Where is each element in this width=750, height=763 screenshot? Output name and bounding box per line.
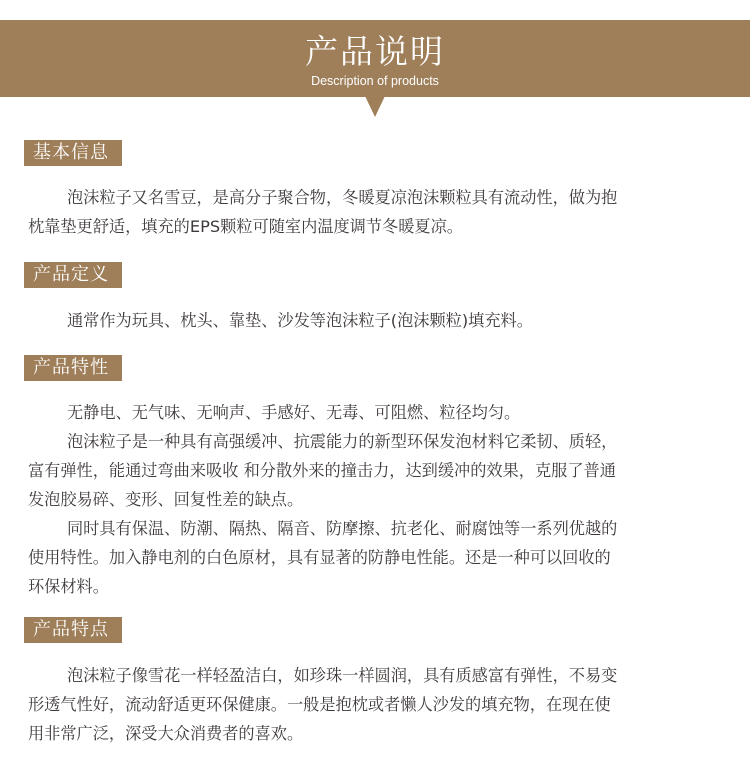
page-title: 产品说明 bbox=[305, 32, 445, 71]
section-body-properties bbox=[28, 398, 722, 601]
paragraph-line: 泡沫粒子又名雪豆，是高分子聚合物，冬暖夏凉泡沫颗粒具有流动性，做为抱 bbox=[67, 188, 618, 207]
paragraph-line: 泡沫粒子像雪花一样轻盈洁白，如珍珠一样圆润，具有质感富有弹性，不易变 bbox=[67, 666, 618, 685]
paragraph-line: 枕靠垫更舒适，填充的EPS颗粒可随室内温度调节冬暖夏凉。 bbox=[28, 217, 463, 236]
section-label-definition: 产品定义 bbox=[24, 262, 122, 288]
banner-pointer bbox=[365, 96, 385, 117]
page-subtitle: Description of products bbox=[311, 74, 439, 88]
paragraph-line: 形透气性好，流动舒适更环保健康。一般是抱枕或者懒人沙发的填充物，在现在使 bbox=[28, 695, 611, 714]
section-body-features bbox=[28, 661, 722, 748]
paragraph-line: 无静电、无气味、无响声、手感好、无毒、可阻燃、粒径均匀。 bbox=[67, 403, 521, 422]
paragraph-line: 发泡胶易碎、变形、回复性差的缺点。 bbox=[28, 490, 304, 509]
paragraph-line: 泡沫粒子是一种具有高强缓冲、抗震能力的新型环保发泡材料它柔韧、质轻， bbox=[67, 432, 618, 451]
section-label-basic-info: 基本信息 bbox=[24, 140, 122, 166]
section-body-basic-info bbox=[28, 183, 722, 241]
paragraph-line: 富有弹性，能通过弯曲来吸收 和分散外来的撞击力，达到缓冲的效果，克服了普通 bbox=[28, 461, 616, 480]
paragraph-line: 环保材料。 bbox=[28, 577, 109, 596]
paragraph-line: 使用特性。加入静电剂的白色原材，具有显著的防静电性能。还是一种可以回收的 bbox=[28, 548, 611, 567]
paragraph-line: 用非常广泛，深受大众消费者的喜欢。 bbox=[28, 724, 304, 743]
paragraph-line: 通常作为玩具、枕头、靠垫、沙发等泡沫粒子(泡沫颗粒)填充料。 bbox=[67, 311, 533, 330]
section-body-definition bbox=[28, 306, 722, 335]
section-label-features: 产品特点 bbox=[24, 617, 122, 643]
paragraph-line: 同时具有保温、防潮、隔热、隔音、防摩擦、抗老化、耐腐蚀等一系列优越的 bbox=[67, 519, 618, 538]
section-label-properties: 产品特性 bbox=[24, 355, 122, 381]
